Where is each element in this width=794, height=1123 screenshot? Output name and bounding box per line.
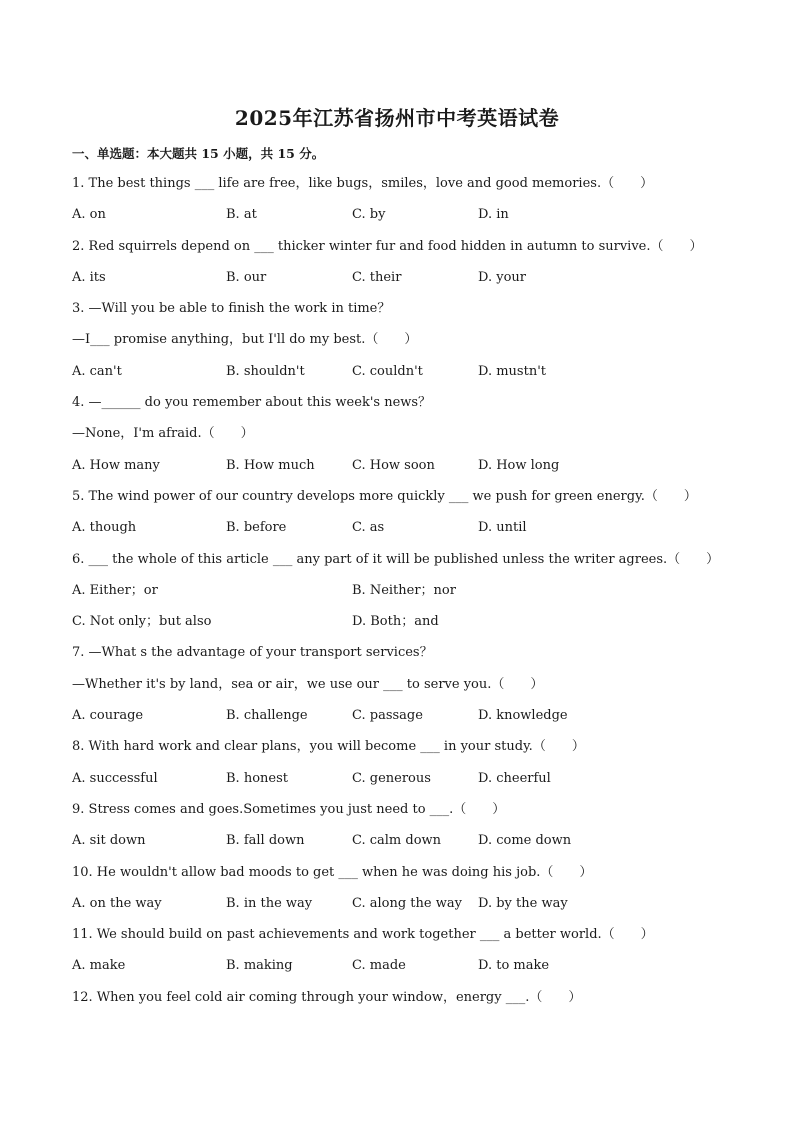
question-4	[72, 393, 732, 487]
question-stem: —None，I'm afraid.（ ）	[72, 426, 254, 442]
option[interactable]: D. mustn't	[478, 363, 546, 379]
option[interactable]: B. fall down	[226, 833, 305, 849]
options-row	[72, 518, 732, 549]
options-row	[72, 956, 732, 987]
option[interactable]: C. along the way	[352, 895, 462, 911]
option[interactable]: A. its	[72, 269, 106, 285]
option[interactable]: A. on	[72, 207, 106, 223]
option[interactable]: B. shouldn't	[226, 363, 305, 379]
option[interactable]: A. though	[72, 520, 137, 536]
options-row	[72, 456, 732, 487]
question-5	[72, 487, 732, 550]
option[interactable]: B. in the way	[226, 895, 313, 911]
option[interactable]: C. as	[352, 520, 385, 536]
option[interactable]: C. made	[352, 958, 406, 974]
question-6	[72, 550, 732, 644]
question-10	[72, 863, 732, 926]
question-stem: —I___ promise anything，but I'll do my best.（ ）	[72, 332, 418, 348]
question-stem: 10. He wouldn't allow bad moods to get ___ when he was doing his job.（ ）	[72, 864, 593, 880]
options-row	[72, 706, 732, 737]
option[interactable]: D. until	[478, 520, 527, 536]
option[interactable]: B. honest	[226, 770, 288, 786]
option[interactable]: A. courage	[72, 708, 144, 724]
question-stem: 7. —What s the advantage of your transport services？	[72, 645, 433, 661]
options-row	[72, 612, 732, 643]
option[interactable]: D. your	[478, 269, 526, 285]
question-stem: 6. ___ the whole of this article ___ any part of it will be published unless the writer agrees.（ ）	[72, 551, 720, 567]
question-9	[72, 800, 732, 863]
question-stem: 1. The best things ___ life are free，like bugs，smiles，love and good memories.（ ）	[72, 176, 654, 191]
option[interactable]: B. our	[226, 269, 267, 285]
options-row	[72, 831, 732, 862]
question-8	[72, 737, 732, 800]
option[interactable]: A. make	[72, 958, 126, 974]
question-12	[72, 988, 732, 1019]
question-stem: 8. With hard work and clear plans，you will become ___ in your study.（ ）	[72, 739, 585, 755]
option[interactable]: A. Either；or	[72, 582, 158, 598]
options-row	[72, 581, 732, 612]
option[interactable]: C. by	[352, 207, 386, 223]
question-stem: 9. Stress comes and goes.Sometimes you just need to ___.（ ）	[72, 801, 506, 817]
option[interactable]: C. generous	[352, 770, 431, 786]
page-title: 2025年江苏省扬州市中考英语试卷	[234, 106, 560, 130]
options-row	[72, 268, 732, 299]
option[interactable]: B. making	[226, 958, 293, 974]
option[interactable]: A. on the way	[72, 895, 162, 911]
question-7	[72, 643, 732, 737]
question-stem: —Whether it's by land，sea or air，we use our ___ to serve you.（ ）	[72, 676, 544, 692]
option[interactable]: A. sit down	[72, 833, 146, 849]
options-row	[72, 769, 732, 800]
question-stem: 12. When you feel cold air coming through your window，energy ___.（ ）	[72, 989, 582, 1005]
option[interactable]: D. to make	[478, 958, 550, 974]
options-row	[72, 362, 732, 393]
options-row	[72, 894, 732, 925]
question-stem: 11. We should build on past achievements and work together ___ a better world.（ ）	[72, 927, 654, 943]
question-list	[72, 174, 732, 1019]
option[interactable]: B. How much	[226, 457, 315, 473]
option[interactable]: C. calm down	[352, 833, 442, 849]
question-stem: 5. The wind power of our country develops more quickly ___ we push for green energy.（ ）	[72, 488, 697, 504]
option[interactable]: C. couldn't	[352, 363, 423, 379]
option[interactable]: B. Neither；nor	[352, 582, 456, 598]
option[interactable]: C. Not only；but also	[72, 614, 212, 630]
option[interactable]: D. in	[478, 207, 509, 223]
option[interactable]: A. can't	[72, 363, 122, 379]
option[interactable]: B. at	[226, 207, 257, 223]
option[interactable]: B. before	[226, 520, 287, 536]
option[interactable]: B. challenge	[226, 708, 308, 724]
option[interactable]: D. Both；and	[352, 614, 439, 630]
question-stem: 3. —Will you be able to finish the work in time？	[72, 301, 391, 317]
option[interactable]: D. by the way	[478, 895, 568, 911]
option[interactable]: D. How long	[478, 457, 560, 473]
question-1	[72, 174, 732, 237]
section-heading: 一、单选题：本大题共 15 小题，共 15 分。	[72, 146, 325, 161]
question-stem: 2. Red squirrels depend on ___ thicker winter fur and food hidden in autumn to survive.（ ）	[72, 238, 703, 254]
option[interactable]: C. their	[352, 269, 402, 285]
option[interactable]: D. come down	[478, 833, 572, 849]
option[interactable]: A. successful	[72, 770, 158, 786]
option[interactable]: D. cheerful	[478, 770, 551, 786]
question-3	[72, 299, 732, 393]
option[interactable]: C. passage	[352, 708, 423, 724]
option[interactable]: D. knowledge	[478, 708, 568, 724]
option[interactable]: A. How many	[72, 457, 160, 473]
options-row	[72, 205, 732, 236]
question-stem: 4. —______ do you remember about this week's news？	[72, 395, 432, 411]
question-2	[72, 237, 732, 300]
option[interactable]: C. How soon	[352, 457, 435, 473]
question-11	[72, 925, 732, 988]
